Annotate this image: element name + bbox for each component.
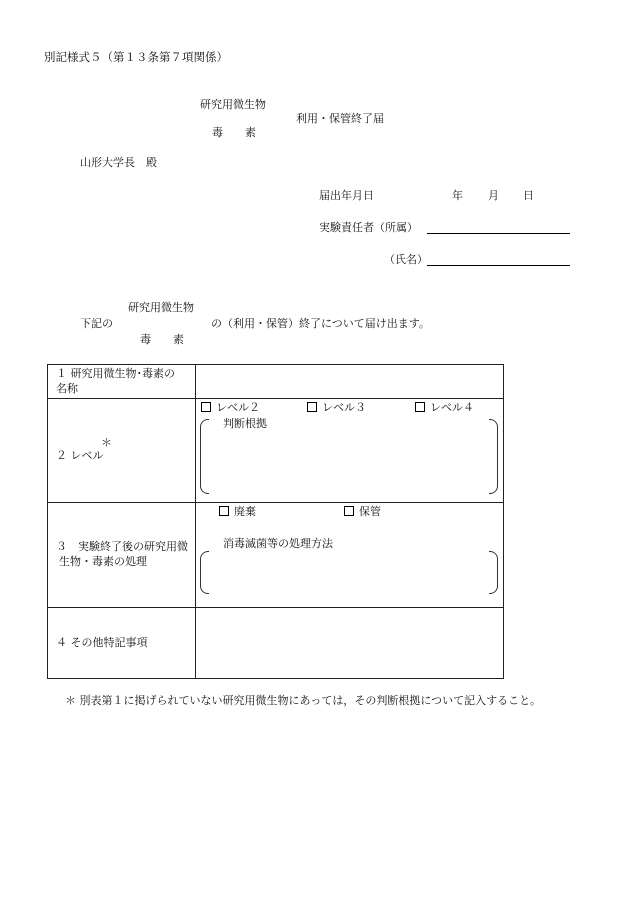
method-label: 消毒滅菌等の処理方法 [223,537,333,550]
form-number: 別記様式５（第１３条第７項関係） [44,50,228,64]
addressee: 山形大学長 殿 [80,156,157,169]
level-asterisk: ＊ [101,436,112,449]
level2-checkbox[interactable] [201,402,211,412]
statement-microbes: 研究用微生物 [128,301,194,314]
basis-input-area[interactable] [210,433,486,489]
notes-label: ４ その他特記事項 [56,635,148,649]
row-name-label-cell [48,365,196,399]
basis-label: 判断根拠 [223,417,267,430]
row-level [48,399,504,503]
level3-checkbox[interactable] [307,402,317,412]
level4-checkbox[interactable] [415,402,425,412]
store-option[interactable] [344,506,381,517]
basis-bracket-right [489,419,498,494]
row-notes-label-cell [48,608,196,679]
statement-suffix: の（利用・保管）終了について届け出ます。 [211,317,430,330]
statement-toxins: 毒 素 [140,333,184,346]
responsible-label: 実験責任者（所属） [319,221,418,234]
dispose-label: 廃棄 [234,505,256,518]
year-label: 年 [452,189,463,202]
title-line-toxins: 毒 素 [212,126,256,139]
row-notes [48,608,504,679]
title-line-main: 利用・保管終了届 [296,112,384,125]
dispose-option[interactable] [219,506,256,517]
level-label: ２ レベル [56,449,104,462]
method-bracket-left [200,551,209,594]
form-table [47,364,504,679]
date-label: 届出年月日 [319,189,374,202]
row-level-label-cell [48,399,196,503]
level3-option[interactable] [307,402,366,413]
method-input-area[interactable] [210,553,486,591]
method-bracket-right [489,551,498,594]
store-label: 保管 [359,505,381,518]
name-label-line1: １ 研究用微生物･毒素の [56,366,175,380]
notes-value-cell[interactable] [196,608,504,679]
treatment-label-line2: 生物・毒素の処理 [59,555,147,568]
row-treatment [48,503,504,608]
title-line-microbes: 研究用微生物 [200,98,266,111]
name-line[interactable] [427,265,570,266]
row-treatment-label-cell [48,503,196,608]
level2-option[interactable] [201,402,260,413]
row-name [48,365,504,399]
day-label: 日 [523,189,534,202]
store-checkbox[interactable] [344,506,354,516]
level3-label: レベル３ [322,401,366,414]
basis-bracket-left [200,419,209,494]
name-label-line2: 名称 [56,381,78,395]
level4-label: レベル４ [430,401,474,414]
dispose-checkbox[interactable] [219,506,229,516]
row-treatment-value-cell [196,503,504,608]
month-label: 月 [488,189,499,202]
affiliation-line[interactable] [427,233,570,234]
row-level-value-cell [196,399,504,503]
treatment-label-line1: ３ 実験終了後の研究用微 [56,540,188,554]
statement-prefix: 下記の [80,317,113,330]
footnote: ＊ 別表第１に掲げられていない研究用微生物にあっては，その判断根拠について記入すること。 [65,694,542,707]
level4-option[interactable] [415,402,474,413]
name-value-cell[interactable] [196,365,504,399]
level2-label: レベル２ [216,401,260,414]
name-label: （氏名） [384,253,428,266]
